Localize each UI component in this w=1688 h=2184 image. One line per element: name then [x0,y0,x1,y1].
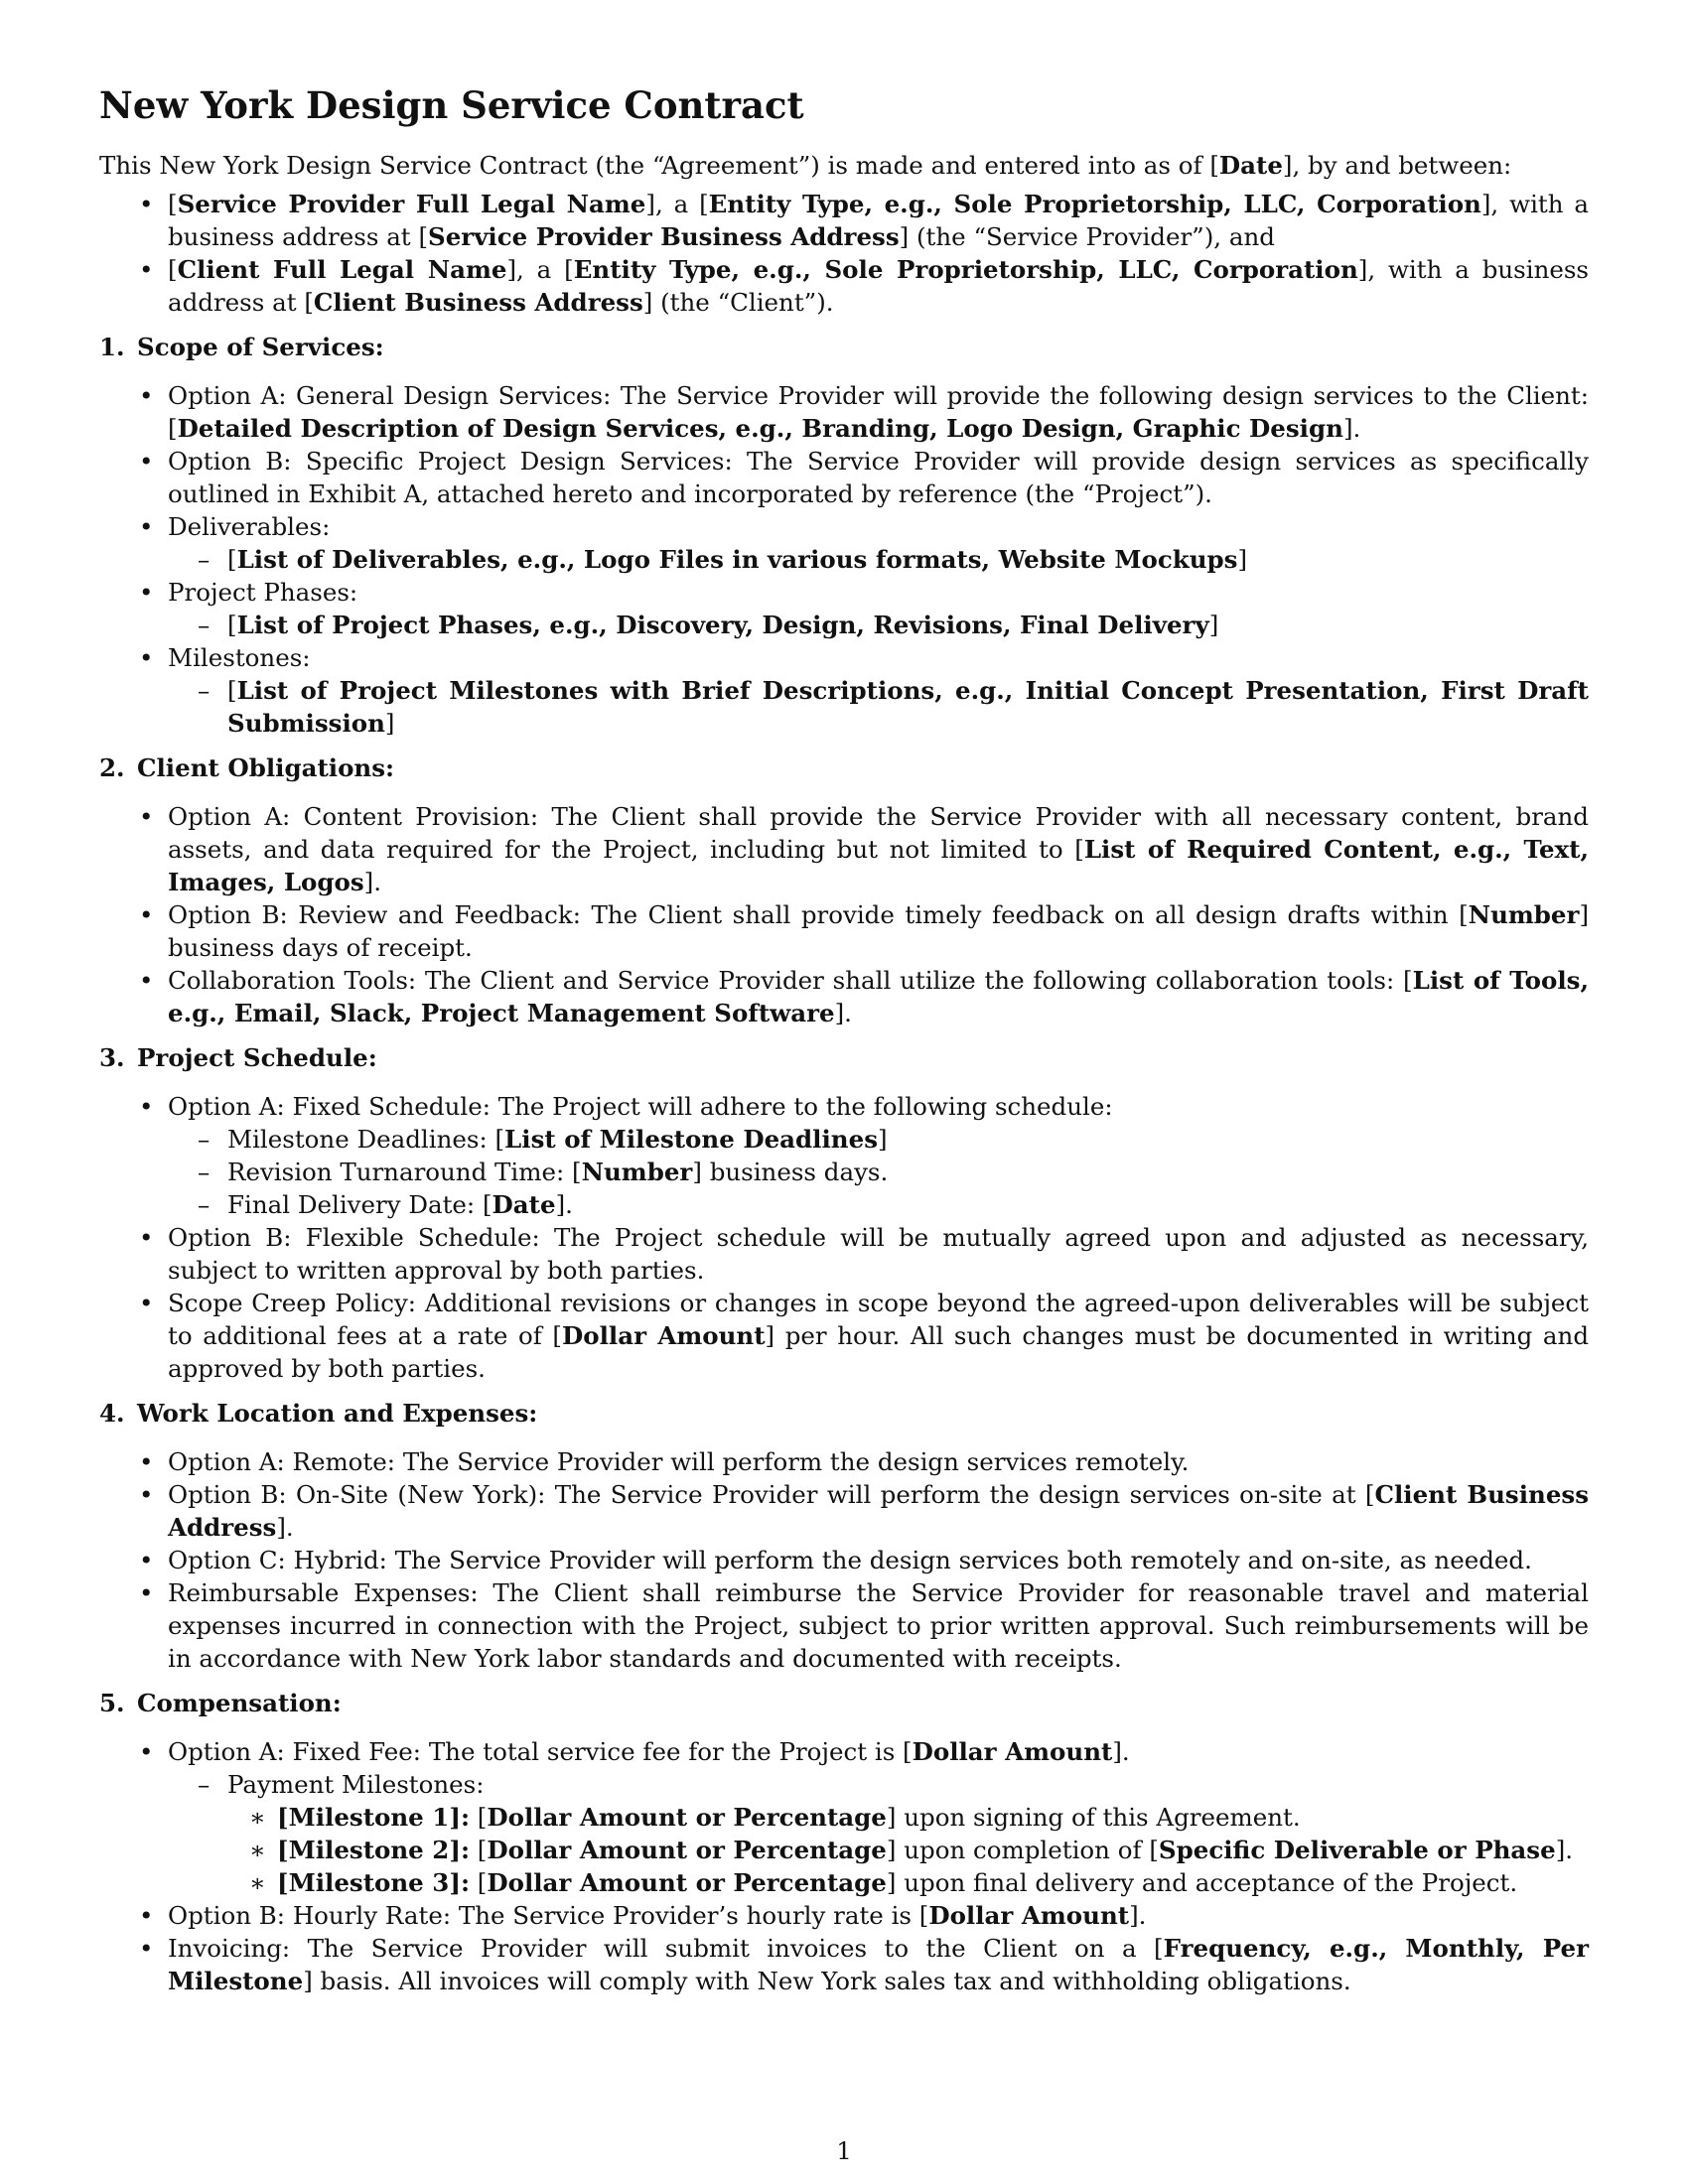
placeholder-client-address: Client Business Address [313,288,643,317]
section-2-list [99,800,1589,1029]
placeholder-provider-name: Service Provider Full Legal Name [177,190,646,218]
section-4-list [99,1445,1589,1675]
list-item: • Option B: Specific Project Design Services: The Service Provider will provide design services as specifically outlined in Exhibit A, attached hereto and incorporated by reference (the “Project”). [99,445,1589,510]
milestone-item: ∗ [Milestone 1]: [Dollar Amount or Percentage] upon signing of this Agreement. [227,1801,1589,1834]
section-3-heading: 3. Project Schedule: [99,1043,377,1072]
list-item: • Option A: Remote: The Service Provider will perform the design services remotely. [99,1445,1589,1478]
sub-list-item: – Final Delivery Date: [Date]. [168,1188,1589,1221]
party-service-provider: • [Service Provider Full Legal Name], a [Entity Type, e.g., Sole Proprietorship, LLC, Corporation], with a business address at [Service Provider Business Address] (the “Service Provider”), and [99,188,1589,253]
list-item: • Option A: Fixed Schedule: The Project will adhere to the following schedule: – Milestone Deadlines: [List of Milestone Deadlines] – Revision Turnaround Time: [Number] business days. – Final Delivery Date: [Date]. [99,1090,1589,1221]
list-item: • Option B: On-Site (New York): The Service Provider will perform the design services on-site at [Client Business Address]. [99,1478,1589,1544]
list-item: • Collaboration Tools: The Client and Service Provider shall utilize the following collaboration tools: [List of Tools, e.g., Email, Slack, Project Management Software]. [99,964,1589,1029]
list-item: • Option B: Review and Feedback: The Client shall provide timely feedback on all design drafts within [Number] business days of receipt. [99,898,1589,964]
section-5-heading: 5. Compensation: [99,1689,342,1717]
placeholder-provider-address: Service Provider Business Address [428,222,900,251]
sub-list-item: – Payment Milestones: ∗ [Milestone 1]: [Dollar Amount or Percentage] upon signing of this Agreement. ∗ [Milestone 2]: [Dollar Amount or Percentage] upon completion of [Specific Deliverable or Phase]. ∗ [Milestone 3]: [Dollar Amount or Percentage] upon final delivery and acceptance of the Project. [168,1768,1589,1899]
list-item: • Scope Creep Policy: Additional revisions or changes in scope beyond the agreed-upon deliverables will be subject to additional fees at a rate of [Dollar Amount] per hour. All such changes must be documented in writing and approved by both parties. [99,1287,1589,1385]
sub-list-item: – [List of Deliverables, e.g., Logo Files in various formats, Website Mockups] [168,543,1589,576]
list-item: • Reimbursable Expenses: The Client shall reimburse the Service Provider for reasonable travel and material expenses incurred in connection with the Project, subject to prior written approval. Such reimbursements will be in accordance with New York labor standards and documented with receipts. [99,1576,1589,1675]
list-item: • Option B: Flexible Schedule: The Project schedule will be mutually agreed upon and adjusted as necessary, subject to written approval by both parties. [99,1221,1589,1287]
sub-list-item: – Milestone Deadlines: [List of Milestone Deadlines] [168,1123,1589,1156]
placeholder-entity-type: Entity Type, e.g., Sole Proprietorship, LLC, Corporation [573,255,1358,284]
list-item: • Option B: Hourly Rate: The Service Provider’s hourly rate is [Dollar Amount]. [99,1899,1589,1932]
page-number: 1 [836,2136,852,2165]
placeholder-entity-type: Entity Type, e.g., Sole Proprietorship, LLC, Corporation [708,190,1481,218]
sub-list-item: – [List of Project Phases, e.g., Discovery, Design, Revisions, Final Delivery] [168,609,1589,641]
list-item: • Deliverables: – [List of Deliverables, e.g., Logo Files in various formats, Website Mockups] [99,510,1589,576]
intro-text: This New York Design Service Contract (the “Agreement”) is made and entered into as of [ [99,151,1219,180]
sub-list-item: – Revision Turnaround Time: [Number] business days. [168,1156,1589,1188]
milestone-item: ∗ [Milestone 3]: [Dollar Amount or Percentage] upon final delivery and acceptance of the Project. [227,1866,1589,1899]
placeholder-date: Date [1218,151,1283,180]
intro-paragraph [99,149,1589,182]
list-item: • Project Phases: – [List of Project Phases, e.g., Discovery, Design, Revisions, Final Delivery] [99,576,1589,641]
list-item: • Option A: General Design Services: The Service Provider will provide the following design services to the Client: [Detailed Description of Design Services, e.g., Branding, Logo Design, Graphic Design]. [99,379,1589,445]
list-item: • Option A: Content Provision: The Client shall provide the Service Provider with all necessary content, brand assets, and data required for the Project, including but not limited to [List of Required Content, e.g., Text, Images, Logos]. [99,800,1589,898]
section-2-heading: 2. Client Obligations: [99,753,395,782]
section-1-heading: 1. Scope of Services: [99,333,384,361]
section-5-list [99,1735,1589,1997]
list-item: • Invoicing: The Service Provider will submit invoices to the Client on a [Frequency, e.g., Monthly, Per Milestone] basis. All invoices will comply with New York sales tax and withholding obligations. [99,1932,1589,1997]
list-item: • Option C: Hybrid: The Service Provider will perform the design services both remotely and on-site, as needed. [99,1544,1589,1576]
party-client: • [Client Full Legal Name], a [Entity Type, e.g., Sole Proprietorship, LLC, Corporation], with a business address at [Client Business Address] (the “Client”). [99,253,1589,319]
list-item: • Option A: Fixed Fee: The total service fee for the Project is [Dollar Amount]. – Payment Milestones: ∗ [Milestone 1]: [Dollar Amount or Percentage] upon signing of this Agreement. ∗ [Milestone 2]: [Dollar Amount or Percentage] upon completion of [Specific Deliverable or Phase]. ∗ [Milestone 3]: [Dollar Amount or Percentage] upon final delivery and acceptance of the Project. [99,1735,1589,1899]
sub-list-item: – [List of Project Milestones with Brief Descriptions, e.g., Initial Concept Presentation, First Draft Submission] [168,674,1589,740]
section-3-list [99,1090,1589,1385]
document-title: New York Design Service Contract [99,83,804,127]
milestone-item: ∗ [Milestone 2]: [Dollar Amount or Percentage] upon completion of [Specific Deliverable or Phase]. [227,1834,1589,1866]
intro-text: ], by and between: [1282,151,1512,180]
placeholder-client-name: Client Full Legal Name [177,255,507,284]
section-1-list [99,379,1589,740]
parties-list [99,188,1589,319]
document-page [99,83,1589,1997]
list-item: • Milestones: – [List of Project Milestones with Brief Descriptions, e.g., Initial Concept Presentation, First Draft Submission] [99,641,1589,740]
section-4-heading: 4. Work Location and Expenses: [99,1399,538,1428]
